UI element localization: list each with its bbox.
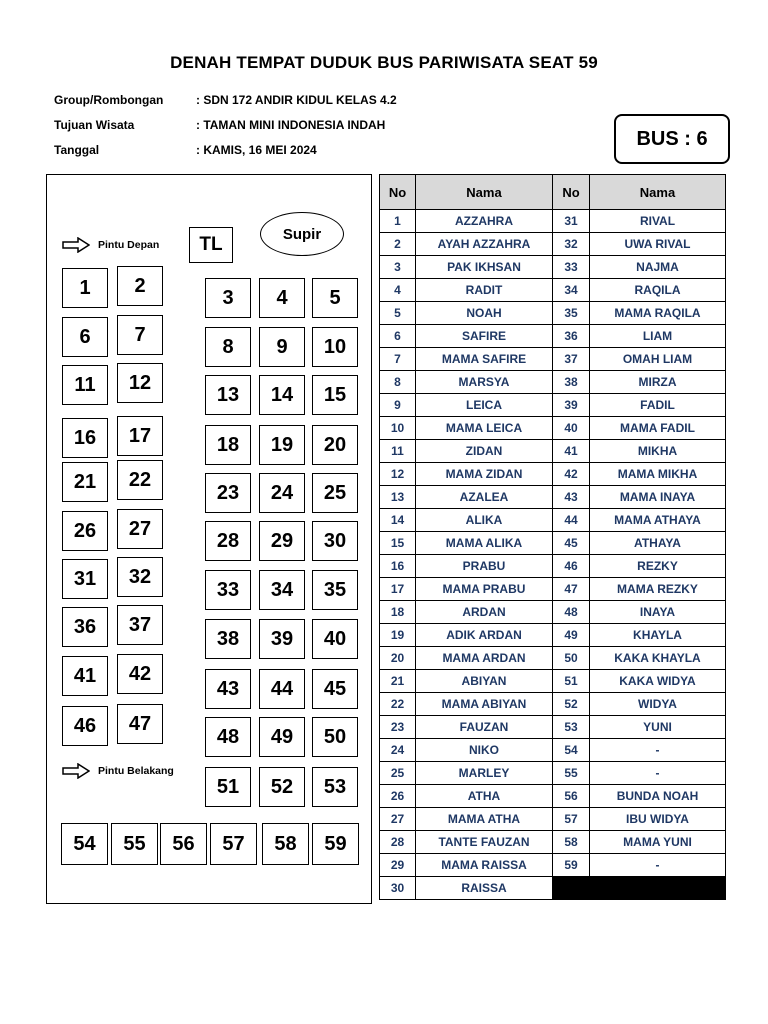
tanggal-label: Tanggal	[54, 143, 100, 157]
cell-no: 18	[380, 601, 416, 624]
table-row	[380, 509, 726, 532]
seat-51: 51	[205, 767, 251, 807]
cell-no: 34	[553, 279, 590, 302]
cell-no: 14	[380, 509, 416, 532]
seat-plan	[46, 174, 372, 904]
cell-no: 12	[380, 463, 416, 486]
cell-nama: ARDAN	[416, 601, 553, 624]
arrow-right-icon	[62, 237, 90, 253]
cell-nama: MAMA ATHA	[416, 808, 553, 831]
cell-no: 32	[553, 233, 590, 256]
table-row	[380, 762, 726, 785]
seat-50: 50	[312, 717, 358, 757]
cell-no: 22	[380, 693, 416, 716]
group-value: : SDN 172 ANDIR KIDUL KELAS 4.2	[196, 93, 397, 107]
cell-no: 8	[380, 371, 416, 394]
cell-nama: LEICA	[416, 394, 553, 417]
cell-nama: ATHAYA	[590, 532, 726, 555]
cell-no: 52	[553, 693, 590, 716]
tanggal-value: : KAMIS, 16 MEI 2024	[196, 143, 317, 157]
cell-nama: RADIT	[416, 279, 553, 302]
cell-nama: ZIDAN	[416, 440, 553, 463]
seat-33: 33	[205, 570, 251, 610]
tour-leader-seat: TL	[189, 227, 233, 263]
cell-nama: MAMA SAFIRE	[416, 348, 553, 371]
cell-nama: PRABU	[416, 555, 553, 578]
seat-55: 55	[111, 823, 158, 865]
rear-door	[62, 763, 174, 779]
seat-28: 28	[205, 521, 251, 561]
cell-no: 17	[380, 578, 416, 601]
arrow-right-icon	[62, 763, 90, 779]
cell-no: 39	[553, 394, 590, 417]
seat-37: 37	[117, 605, 163, 645]
cell-no: 29	[380, 854, 416, 877]
seat-10: 10	[312, 327, 358, 367]
seat-42: 42	[117, 654, 163, 694]
cell-nama: MAMA ATHAYA	[590, 509, 726, 532]
cell-no: 54	[553, 739, 590, 762]
cell-no: 55	[553, 762, 590, 785]
seat-1: 1	[62, 268, 108, 308]
cell-nama: -	[590, 854, 726, 877]
cell-nama: KAKA WIDYA	[590, 670, 726, 693]
table-row	[380, 785, 726, 808]
cell-no: 20	[380, 647, 416, 670]
seat-53: 53	[312, 767, 358, 807]
cell-no: 2	[380, 233, 416, 256]
cell-no: 10	[380, 417, 416, 440]
seat-2: 2	[117, 266, 163, 306]
cell-nama: LIAM	[590, 325, 726, 348]
seat-38: 38	[205, 619, 251, 659]
seat-18: 18	[205, 425, 251, 465]
seat-23: 23	[205, 473, 251, 513]
cell-nama: RAQILA	[590, 279, 726, 302]
col-header-nama: Nama	[590, 175, 726, 210]
cell-no: 4	[380, 279, 416, 302]
cell-no: 40	[553, 417, 590, 440]
passenger-table	[379, 174, 726, 900]
cell-no: 50	[553, 647, 590, 670]
cell-nama: IBU WIDYA	[590, 808, 726, 831]
seat-46: 46	[62, 706, 108, 746]
table-row	[380, 624, 726, 647]
table-row	[380, 440, 726, 463]
tujuan-value: : TAMAN MINI INDONESIA INDAH	[196, 118, 386, 132]
cell-nama: MARSYA	[416, 371, 553, 394]
cell-no: 38	[553, 371, 590, 394]
seat-19: 19	[259, 425, 305, 465]
cell-no: 31	[553, 210, 590, 233]
seat-13: 13	[205, 375, 251, 415]
cell-no: 36	[553, 325, 590, 348]
table-row	[380, 486, 726, 509]
cell-no: 24	[380, 739, 416, 762]
group-label: Group/Rombongan	[54, 93, 164, 107]
seat-9: 9	[259, 327, 305, 367]
cell-no: 57	[553, 808, 590, 831]
cell-nama: MIRZA	[590, 371, 726, 394]
seat-40: 40	[312, 619, 358, 659]
cell-no: 47	[553, 578, 590, 601]
table-row	[380, 233, 726, 256]
cell-no: 53	[553, 716, 590, 739]
table-row	[380, 348, 726, 371]
table-row	[380, 279, 726, 302]
table-row	[380, 532, 726, 555]
cell-no: 7	[380, 348, 416, 371]
table-row	[380, 601, 726, 624]
cell-no	[553, 877, 590, 900]
rear-door-label: Pintu Belakang	[98, 765, 174, 777]
seat-25: 25	[312, 473, 358, 513]
cell-no: 46	[553, 555, 590, 578]
front-door-label: Pintu Depan	[98, 239, 160, 251]
page-title: DENAH TEMPAT DUDUK BUS PARIWISATA SEAT 59	[170, 53, 598, 72]
table-row	[380, 693, 726, 716]
table-row	[380, 302, 726, 325]
seat-20: 20	[312, 425, 358, 465]
table-row	[380, 325, 726, 348]
table-row	[380, 808, 726, 831]
col-header-no: No	[553, 175, 590, 210]
cell-nama: ATHA	[416, 785, 553, 808]
cell-nama: -	[590, 739, 726, 762]
cell-nama	[590, 877, 726, 900]
cell-nama: AZALEA	[416, 486, 553, 509]
seat-12: 12	[117, 363, 163, 403]
cell-nama: FADIL	[590, 394, 726, 417]
cell-no: 35	[553, 302, 590, 325]
seat-5: 5	[312, 278, 358, 318]
cell-nama: MAMA ABIYAN	[416, 693, 553, 716]
table-row	[380, 417, 726, 440]
seat-36: 36	[62, 607, 108, 647]
seat-49: 49	[259, 717, 305, 757]
seat-31: 31	[62, 559, 108, 599]
cell-nama: NIKO	[416, 739, 553, 762]
cell-no: 43	[553, 486, 590, 509]
cell-nama: MAMA YUNI	[590, 831, 726, 854]
cell-no: 5	[380, 302, 416, 325]
seat-48: 48	[205, 717, 251, 757]
cell-no: 48	[553, 601, 590, 624]
cell-no: 33	[553, 256, 590, 279]
seat-22: 22	[117, 460, 163, 500]
seat-56: 56	[160, 823, 207, 865]
driver-seat: Supir	[260, 212, 344, 256]
table-row	[380, 831, 726, 854]
seat-57: 57	[210, 823, 257, 865]
table-row	[380, 578, 726, 601]
cell-no: 26	[380, 785, 416, 808]
tujuan-label: Tujuan Wisata	[54, 118, 135, 132]
cell-nama: ABIYAN	[416, 670, 553, 693]
seat-54: 54	[61, 823, 108, 865]
cell-no: 19	[380, 624, 416, 647]
table-row	[380, 371, 726, 394]
seat-58: 58	[262, 823, 309, 865]
bus-number-badge: BUS : 6	[614, 114, 730, 164]
cell-nama: MAMA FADIL	[590, 417, 726, 440]
table-row	[380, 256, 726, 279]
cell-no: 59	[553, 854, 590, 877]
cell-no: 13	[380, 486, 416, 509]
cell-nama: MAMA RAQILA	[590, 302, 726, 325]
cell-nama: MAMA ALIKA	[416, 532, 553, 555]
cell-no: 56	[553, 785, 590, 808]
cell-nama: MAMA ZIDAN	[416, 463, 553, 486]
cell-nama: -	[590, 762, 726, 785]
cell-no: 6	[380, 325, 416, 348]
seat-47: 47	[117, 704, 163, 744]
table-row	[380, 463, 726, 486]
seat-21: 21	[62, 462, 108, 502]
seat-7: 7	[117, 315, 163, 355]
cell-no: 15	[380, 532, 416, 555]
col-header-no: No	[380, 175, 416, 210]
table-row	[380, 555, 726, 578]
cell-no: 27	[380, 808, 416, 831]
cell-nama: KAKA KHAYLA	[590, 647, 726, 670]
cell-nama: MARLEY	[416, 762, 553, 785]
cell-nama: NAJMA	[590, 256, 726, 279]
cell-nama: NOAH	[416, 302, 553, 325]
seat-11: 11	[62, 365, 108, 405]
seat-45: 45	[312, 669, 358, 709]
seat-52: 52	[259, 767, 305, 807]
cell-nama: MAMA REZKY	[590, 578, 726, 601]
seat-43: 43	[205, 669, 251, 709]
cell-no: 25	[380, 762, 416, 785]
cell-nama: YUNI	[590, 716, 726, 739]
cell-nama: MAMA LEICA	[416, 417, 553, 440]
table-row	[380, 670, 726, 693]
cell-no: 28	[380, 831, 416, 854]
cell-nama: PAK IKHSAN	[416, 256, 553, 279]
seat-59: 59	[312, 823, 359, 865]
cell-nama: ALIKA	[416, 509, 553, 532]
cell-no: 23	[380, 716, 416, 739]
cell-nama: MAMA INAYA	[590, 486, 726, 509]
seat-29: 29	[259, 521, 305, 561]
seat-44: 44	[259, 669, 305, 709]
cell-nama: AYAH AZZAHRA	[416, 233, 553, 256]
cell-no: 41	[553, 440, 590, 463]
table-row	[380, 739, 726, 762]
cell-nama: RIVAL	[590, 210, 726, 233]
cell-no: 9	[380, 394, 416, 417]
cell-nama: MIKHA	[590, 440, 726, 463]
table-row	[380, 877, 726, 900]
cell-nama: MAMA ARDAN	[416, 647, 553, 670]
seat-30: 30	[312, 521, 358, 561]
seat-14: 14	[259, 375, 305, 415]
cell-no: 3	[380, 256, 416, 279]
cell-nama: MAMA PRABU	[416, 578, 553, 601]
seat-41: 41	[62, 656, 108, 696]
cell-no: 37	[553, 348, 590, 371]
cell-nama: MAMA RAISSA	[416, 854, 553, 877]
cell-nama: TANTE FAUZAN	[416, 831, 553, 854]
cell-nama: OMAH LIAM	[590, 348, 726, 371]
table-row	[380, 854, 726, 877]
seat-8: 8	[205, 327, 251, 367]
cell-nama: AZZAHRA	[416, 210, 553, 233]
seat-24: 24	[259, 473, 305, 513]
cell-nama: BUNDA NOAH	[590, 785, 726, 808]
cell-nama: RAISSA	[416, 877, 553, 900]
cell-no: 51	[553, 670, 590, 693]
table-header-row	[380, 175, 726, 210]
cell-no: 11	[380, 440, 416, 463]
cell-no: 42	[553, 463, 590, 486]
cell-nama: SAFIRE	[416, 325, 553, 348]
seat-3: 3	[205, 278, 251, 318]
table-row	[380, 210, 726, 233]
cell-nama: FAUZAN	[416, 716, 553, 739]
seat-34: 34	[259, 570, 305, 610]
front-door	[62, 237, 159, 253]
cell-nama: MAMA MIKHA	[590, 463, 726, 486]
cell-nama: REZKY	[590, 555, 726, 578]
cell-nama: KHAYLA	[590, 624, 726, 647]
table-row	[380, 394, 726, 417]
seat-16: 16	[62, 418, 108, 458]
seat-6: 6	[62, 317, 108, 357]
seat-27: 27	[117, 509, 163, 549]
seat-15: 15	[312, 375, 358, 415]
cell-no: 16	[380, 555, 416, 578]
table-row	[380, 647, 726, 670]
cell-nama: WIDYA	[590, 693, 726, 716]
cell-no: 45	[553, 532, 590, 555]
seat-26: 26	[62, 511, 108, 551]
cell-no: 49	[553, 624, 590, 647]
seat-4: 4	[259, 278, 305, 318]
cell-no: 58	[553, 831, 590, 854]
cell-nama: ADIK ARDAN	[416, 624, 553, 647]
cell-no: 30	[380, 877, 416, 900]
seat-17: 17	[117, 416, 163, 456]
cell-nama: INAYA	[590, 601, 726, 624]
seat-39: 39	[259, 619, 305, 659]
cell-nama: UWA RIVAL	[590, 233, 726, 256]
col-header-nama: Nama	[416, 175, 553, 210]
seat-32: 32	[117, 557, 163, 597]
seat-35: 35	[312, 570, 358, 610]
cell-no: 44	[553, 509, 590, 532]
table-row	[380, 716, 726, 739]
cell-no: 1	[380, 210, 416, 233]
cell-no: 21	[380, 670, 416, 693]
